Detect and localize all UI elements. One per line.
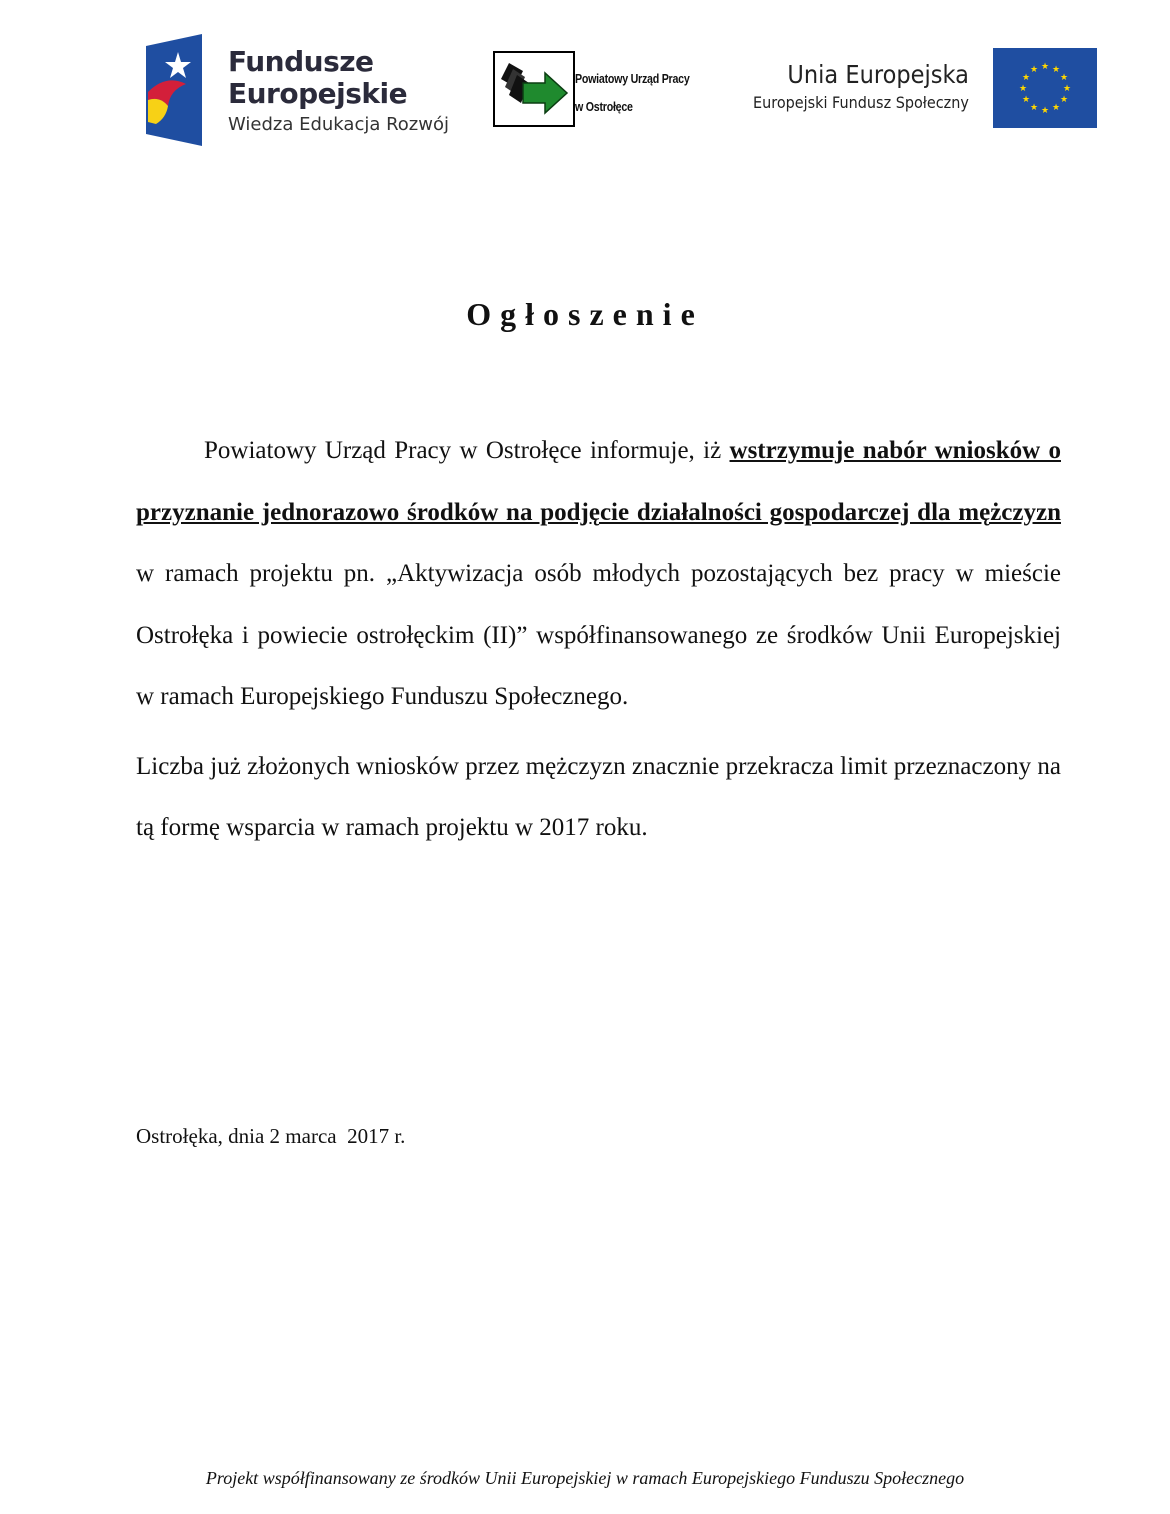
fundusze-line2: Europejskie — [228, 77, 408, 110]
logo-bar — [0, 0, 1170, 160]
paragraph-1 — [136, 420, 1061, 728]
pup-line2: w Ostrołęce — [575, 99, 633, 114]
svg-text:★: ★ — [1059, 73, 1069, 83]
fundusze-europejskie-logo — [146, 34, 456, 146]
pup-line1: Powiatowy Urząd Pracy — [575, 71, 690, 86]
pup-emblem — [493, 51, 575, 127]
svg-text:★: ★ — [1029, 65, 1039, 75]
fundusze-tagline: Wiedza Edukacja Rozwój — [228, 114, 449, 135]
fundusze-europejskie-text — [228, 46, 449, 135]
svg-text:★: ★ — [1051, 65, 1061, 75]
svg-text:★: ★ — [1062, 84, 1072, 94]
document-footer: Projekt współfinansowany ze środków Unii Europejskiej w ramach Europejskiego Funduszu Społecznego — [205, 1468, 965, 1488]
paragraph-1-rest: w ramach projektu pn. „Aktywizacja osób młodych pozostających bez pracy w mieście Ostrołęka i powiecie ostrołęckim (II)” współfinansowanego ze środków Unii Europejskiej w ramach Europejskiego Funduszu Społecznego. — [136, 560, 1061, 710]
document-title: Ogłoszenie — [466, 296, 704, 332]
ue-subtitle: Europejski Fundusz Społeczny — [753, 93, 969, 112]
pup-logo — [493, 51, 713, 127]
paragraph-1-highlight: wstrzymuje nabór wniosków o przyznanie jednorazowo środków na podjęcie działalności gospodarczej dla mężczyzn — [136, 437, 1061, 526]
ue-title: Unia Europejska — [787, 60, 969, 89]
svg-text:★: ★ — [1029, 103, 1039, 113]
eu-flag-icon — [993, 48, 1097, 128]
svg-text:★: ★ — [1059, 95, 1069, 105]
document-date: Ostrołęka, dnia 2 marca 2017 r. — [136, 1124, 406, 1148]
pup-text — [575, 65, 690, 121]
arrow-icon — [495, 53, 573, 125]
unia-europejska-logo — [752, 48, 1097, 130]
svg-text:★: ★ — [1021, 95, 1031, 105]
document-body — [136, 420, 1061, 859]
paragraph-1-intro: Powiatowy Urząd Pracy w Ostrołęce informuje, iż — [204, 437, 730, 464]
svg-text:★: ★ — [1040, 62, 1050, 72]
fundusze-europejskie-emblem-icon — [146, 34, 204, 146]
svg-text:★: ★ — [1051, 103, 1061, 113]
paragraph-2: Liczba już złożonych wniosków przez mężczyzn znacznie przekracza limit przeznaczony na tą formę wsparcia w ramach projektu w 2017 roku. — [136, 752, 1061, 841]
ue-text — [729, 60, 969, 112]
svg-text:★: ★ — [1040, 106, 1050, 116]
svg-text:★: ★ — [1018, 84, 1028, 94]
fundusze-line1: Fundusze — [228, 45, 374, 78]
svg-text:★: ★ — [1021, 73, 1031, 83]
